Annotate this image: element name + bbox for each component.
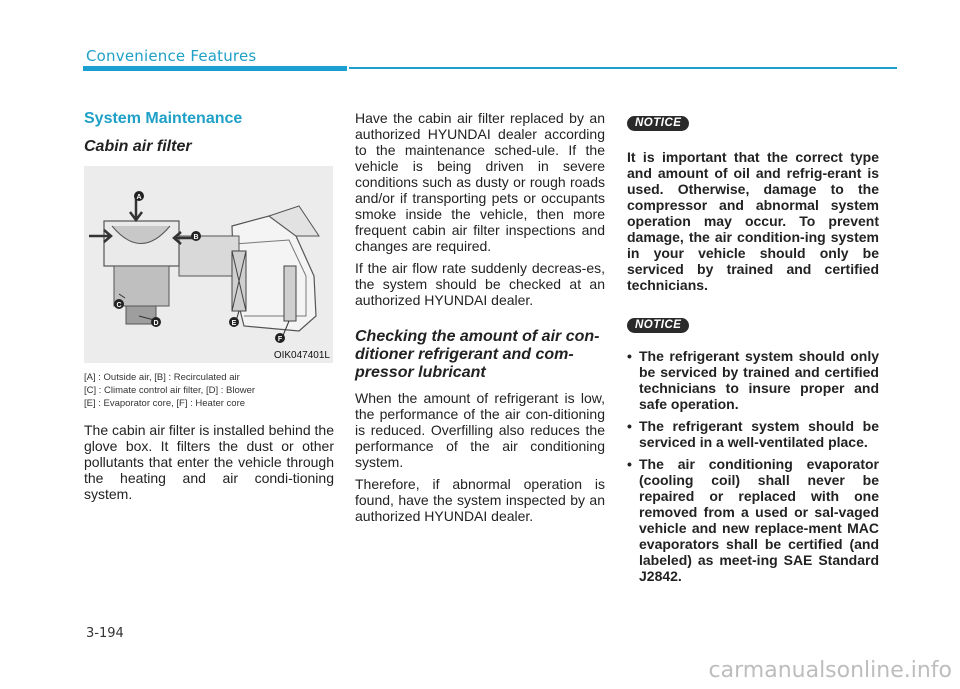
bullet-icon: • [627,348,632,364]
bullet-text: The air conditioning evaporator (cooling coil) shall never be repaired or replaced with one removed from a used or sal-vaged vehicle and new replace-ment MAC evaporators shall be certified (and labeled) as meet-ing SAE Standard J2842. [639,456,879,584]
bullet-icon: • [627,456,632,472]
column-3 [627,113,879,590]
bullet-text: The refrigerant system should only be serviced by trained and certified technicians to insure proper and safe operation. [639,348,879,412]
caption-line: [E] : Evaporator core, [F] : Heater core [84,398,246,409]
notice-badge: NOTICE [627,116,689,131]
subsection-title: Cabin air filter [84,138,192,155]
subsection-title: Checking the amount of air con-ditioner refrigerant and com-pressor lubricant [355,328,600,381]
section-header: Convenience Features [86,47,257,65]
notice-bullet-list [627,348,879,584]
figure-label-d: D [153,320,159,327]
figure-label-e: E [231,320,237,327]
header-rule-thin [349,67,897,69]
figure-caption [84,371,334,410]
watermark: carmanualsonline.info [708,658,952,683]
notice-badge: NOTICE [627,318,689,333]
figure-label-f: F [277,336,283,343]
figure-label-a: A [136,194,142,201]
body-paragraph: Have the cabin air filter replaced by an authorized HYUNDAI dealer according to the maintenance sched-ule. If the vehicle is being driven in severe conditions such as dusty or rough roads and/or if transporting pets or occupants smoke inside the vehicle, then more frequent cabin air filter inspections and changes are required. [355,110,605,254]
column-1 [84,110,334,502]
caption-line: [A] : Outside air, [B] : Recirculated air [84,372,240,383]
page-number: 3-194 [86,626,124,641]
notice-text: It is important that the correct type and amount of oil and refrig-erant is used. Otherwise, damage to the compressor and abnormal system operation may occur. To prevent damage, the air condition-ing system in your vehicle should only be serviced by trained and certified technicians. [627,149,879,293]
bullet-icon: • [627,418,632,434]
column-2 [355,110,605,524]
cabin-air-filter-figure [84,166,333,363]
hvac-unit-illustration [84,166,333,363]
body-paragraph: When the amount of refrigerant is low, the performance of the air con-ditioning is reduced. Overfilling also reduces the performance of the air conditioning system. [355,390,605,470]
caption-line: [C] : Climate control air filter, [D] : Blower [84,385,256,396]
list-item [627,456,879,584]
body-paragraph: Therefore, if abnormal operation is found, have the system inspected by an authorized HYUNDAI dealer. [355,476,605,524]
figure-label-c: C [116,302,122,309]
section-title: System Maintenance [84,110,243,127]
list-item [627,418,879,450]
body-paragraph: If the air flow rate suddenly decreas-es, the system should be checked at an authorized HYUNDAI dealer. [355,260,605,308]
header-rule-thick [83,66,347,71]
list-item [627,348,879,412]
body-paragraph: The cabin air filter is installed behind the glove box. It filters the dust or other pollutants that enter the vehicle through the heating and air condi-tioning system. [84,422,334,502]
figure-label-b: B [193,234,199,241]
figure-code: OIK047401L [273,350,330,361]
bullet-text: The refrigerant system should be serviced in a well-ventilated place. [639,418,879,450]
